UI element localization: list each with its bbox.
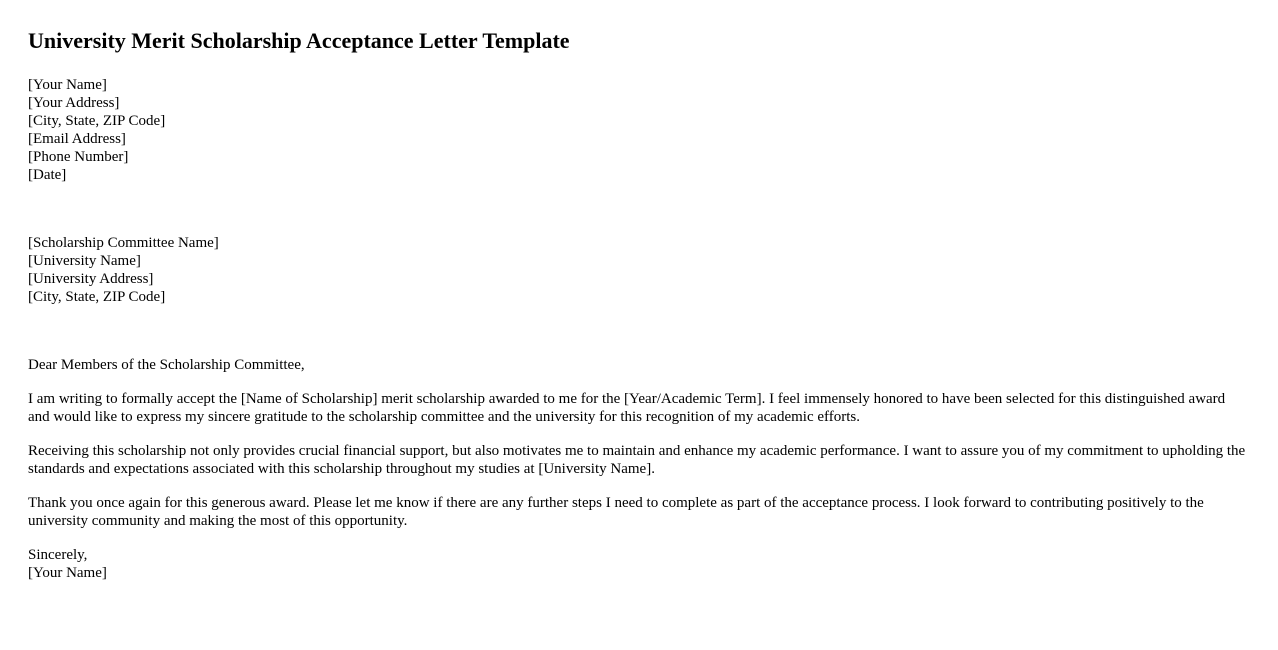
recipient-university-address: [University Address] (28, 271, 154, 287)
sender-name: [Your Name] (28, 77, 107, 93)
page-title: University Merit Scholarship Acceptance Letter Template (28, 28, 570, 53)
recipient-city-state-zip: [City, State, ZIP Code] (28, 289, 166, 305)
sender-email: [Email Address] (28, 131, 126, 147)
closing-block (28, 546, 1250, 582)
valediction: Sincerely, (28, 547, 88, 563)
body-paragraph-acceptance: I am writing to formally accept the [Name of Scholarship] merit scholarship awarded to me for the [Year/Academic Term]. I feel immensely honored to have been selected for this distinguished award and would like to express my sincere gratitude to the scholarship committee and the university for this recognition of my academic efforts. (28, 391, 1226, 425)
body-paragraph-commitment: Receiving this scholarship not only provides crucial financial support, but also motivates me to maintain and enhance my academic performance. I want to assure you of my commitment to upholding the standards and expectations associated with this scholarship throughout my studies at [University Name]. (28, 443, 1246, 477)
salutation: Dear Members of the Scholarship Committee, (28, 357, 305, 373)
sender-phone: [Phone Number] (28, 149, 129, 165)
sender-address-block (28, 76, 1250, 184)
recipient-address-block (28, 234, 1250, 306)
signature-name: [Your Name] (28, 565, 107, 581)
recipient-committee-name: [Scholarship Committee Name] (28, 235, 219, 251)
sender-address: [Your Address] (28, 95, 120, 111)
letter-date: [Date] (28, 167, 67, 183)
recipient-university-name: [University Name] (28, 253, 141, 269)
sender-city-state-zip: [City, State, ZIP Code] (28, 113, 166, 129)
body-paragraph-thanks: Thank you once again for this generous award. Please let me know if there are any further steps I need to complete as part of the acceptance process. I look forward to contributing positively to the university community and making the most of this opportunity. (28, 495, 1204, 529)
